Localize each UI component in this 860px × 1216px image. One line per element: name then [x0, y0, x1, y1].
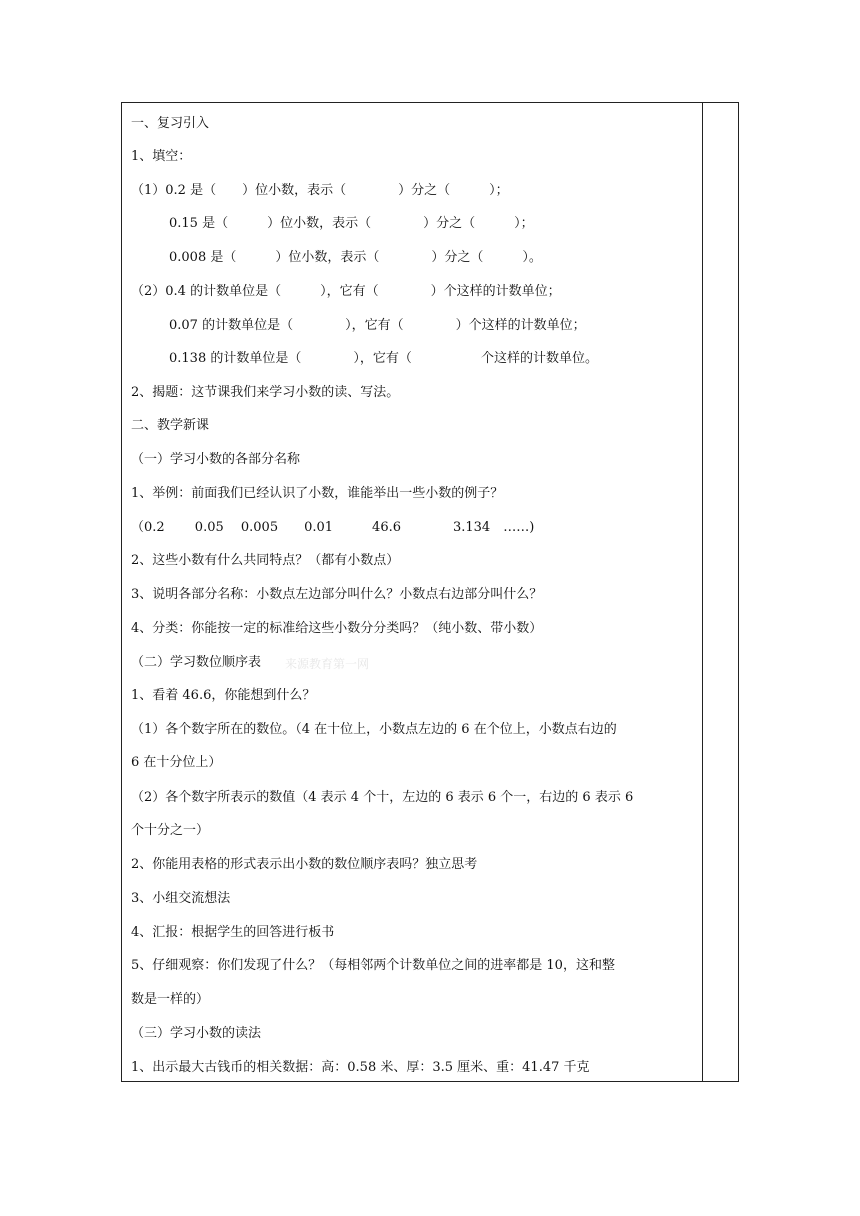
text-line: 4、分类：你能按一定的标准给这些小数分分类吗？（纯小数、带小数）: [131, 621, 543, 636]
section-heading: 二、教学新课: [131, 418, 210, 433]
text-line: 2、你能用表格的形式表示出小数的数位顺序表吗？独立思考: [131, 857, 478, 872]
text-line: 数是一样的）: [131, 992, 210, 1007]
text-line: 2、这些小数有什么共同特点？（都有小数点）: [131, 553, 400, 568]
text-line: 0.008 是（ ）位小数，表示（ ）分之（ ）。: [169, 250, 542, 265]
subsection-heading: （三）学习小数的读法: [131, 1026, 262, 1041]
text-line: （2）0.4 的计数单位是（ ），它有（ ）个这样的计数单位；: [131, 284, 561, 299]
text-line: 1、出示最大古钱币的相关数据：高：0.58 米、厚：3.5 厘米、重：41.47 千克: [131, 1060, 590, 1075]
text-line: （2）各个数字所表示的数值（4 表示 4 个十，左边的 6 表示 6 个一，右边的 6 表示 6: [131, 790, 634, 805]
text-line: （0.2 0.05 0.005 0.01 46.6 3.134 ……): [131, 520, 535, 535]
watermark-text: 来源教育第一网: [285, 657, 370, 671]
text-line: 个十分之一）: [131, 823, 210, 838]
text-line: 1、看着 46.6，你能想到什么？: [131, 688, 316, 703]
text-line: 0.15 是（ ）位小数，表示（ ）分之（ ）；: [169, 216, 534, 231]
subsection-heading: （二）学习数位顺序表: [131, 655, 262, 670]
section-heading: 一、复习引入: [131, 116, 210, 131]
text-line: 6 在十分位上）: [131, 755, 222, 770]
text-line: 0.07 的计数单位是（ ），它有（ ）个这样的计数单位；: [169, 318, 586, 333]
table-column-divider: [702, 102, 703, 1082]
text-line: 1、举例：前面我们已经认识了小数，谁能举出一些小数的例子？: [131, 486, 504, 501]
text-line: 3、说明各部分名称：小数点左边部分叫什么？小数点右边部分叫什么？: [131, 587, 543, 602]
text-line: 1、填空：: [131, 149, 192, 164]
subsection-heading: （一）学习小数的各部分名称: [131, 452, 301, 467]
text-line: 4、汇报：根据学生的回答进行板书: [131, 925, 335, 940]
text-line: 3、小组交流想法: [131, 891, 231, 906]
text-line: 2、揭题：这节课我们来学习小数的读、写法。: [131, 385, 400, 400]
text-line: 0.138 的计数单位是（ ），它有（ 个这样的计数单位。: [169, 351, 598, 366]
text-line: 5、仔细观察：你们发现了什么？（每相邻两个计数单位之间的进率都是 10，这和整: [131, 958, 615, 973]
text-line: （1）各个数字所在的数位。（4 在十位上，小数点左边的 6 在个位上，小数点右边的: [131, 722, 617, 737]
text-line: （1）0.2 是（ ）位小数，表示（ ）分之（ ）；: [131, 183, 509, 198]
